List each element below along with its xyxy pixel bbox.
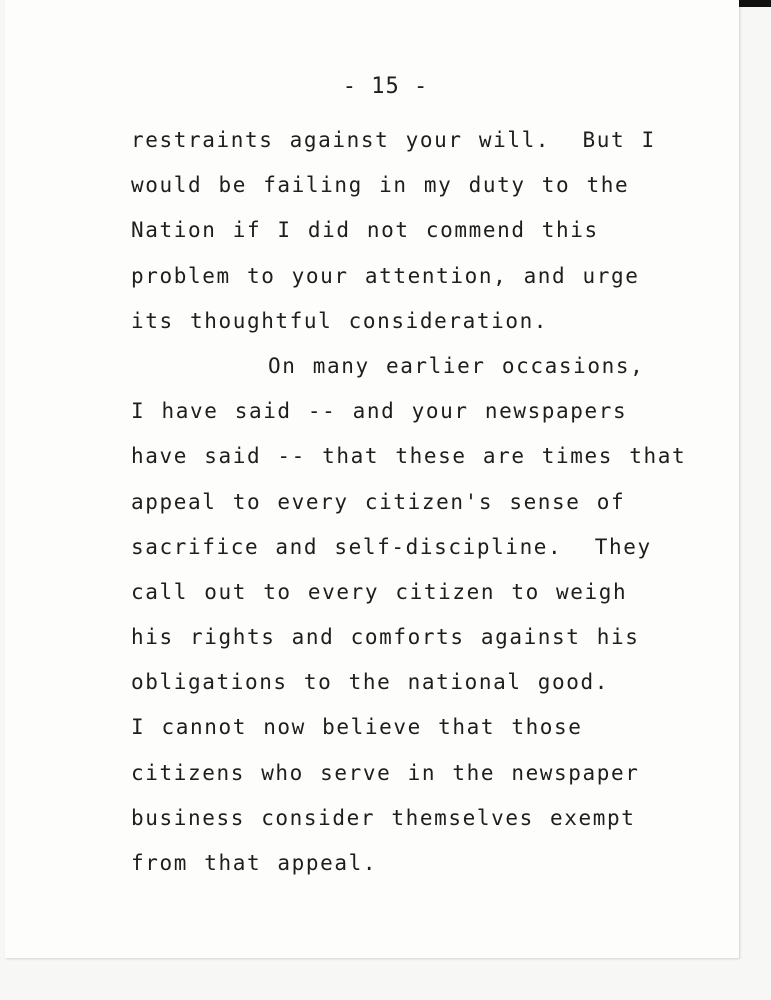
- text-line: have said -- that these are times that: [131, 444, 687, 469]
- body-text: [131, 118, 751, 886]
- text-line: I cannot now believe that those: [131, 715, 583, 740]
- text-line: business consider themselves exempt: [131, 805, 636, 830]
- text-line: appeal to every citizen's sense of: [131, 489, 626, 514]
- text-line: problem to your attention, and urge: [131, 263, 640, 288]
- text-line: his rights and comforts against his: [131, 625, 640, 650]
- text-line: sacrifice and self-discipline. They: [131, 534, 652, 559]
- page-number: - 15 -: [342, 74, 429, 99]
- text-line: Nation if I did not commend this: [131, 218, 599, 243]
- text-line: obligations to the national good.: [131, 670, 610, 695]
- text-line: On many earlier occasions,: [268, 353, 645, 378]
- text-line: would be failing in my duty to the: [131, 173, 630, 198]
- scan-edge-mark: [739, 0, 771, 7]
- text-line: its thoughtful consideration.: [131, 308, 549, 333]
- text-line: from that appeal.: [131, 851, 378, 875]
- text-line: call out to every citizen to weigh: [131, 579, 628, 604]
- text-line: restraints against your will. But I: [131, 128, 656, 152]
- text-line: citizens who serve in the newspaper: [131, 760, 640, 785]
- text-line: I have said -- and your newspapers: [131, 399, 628, 424]
